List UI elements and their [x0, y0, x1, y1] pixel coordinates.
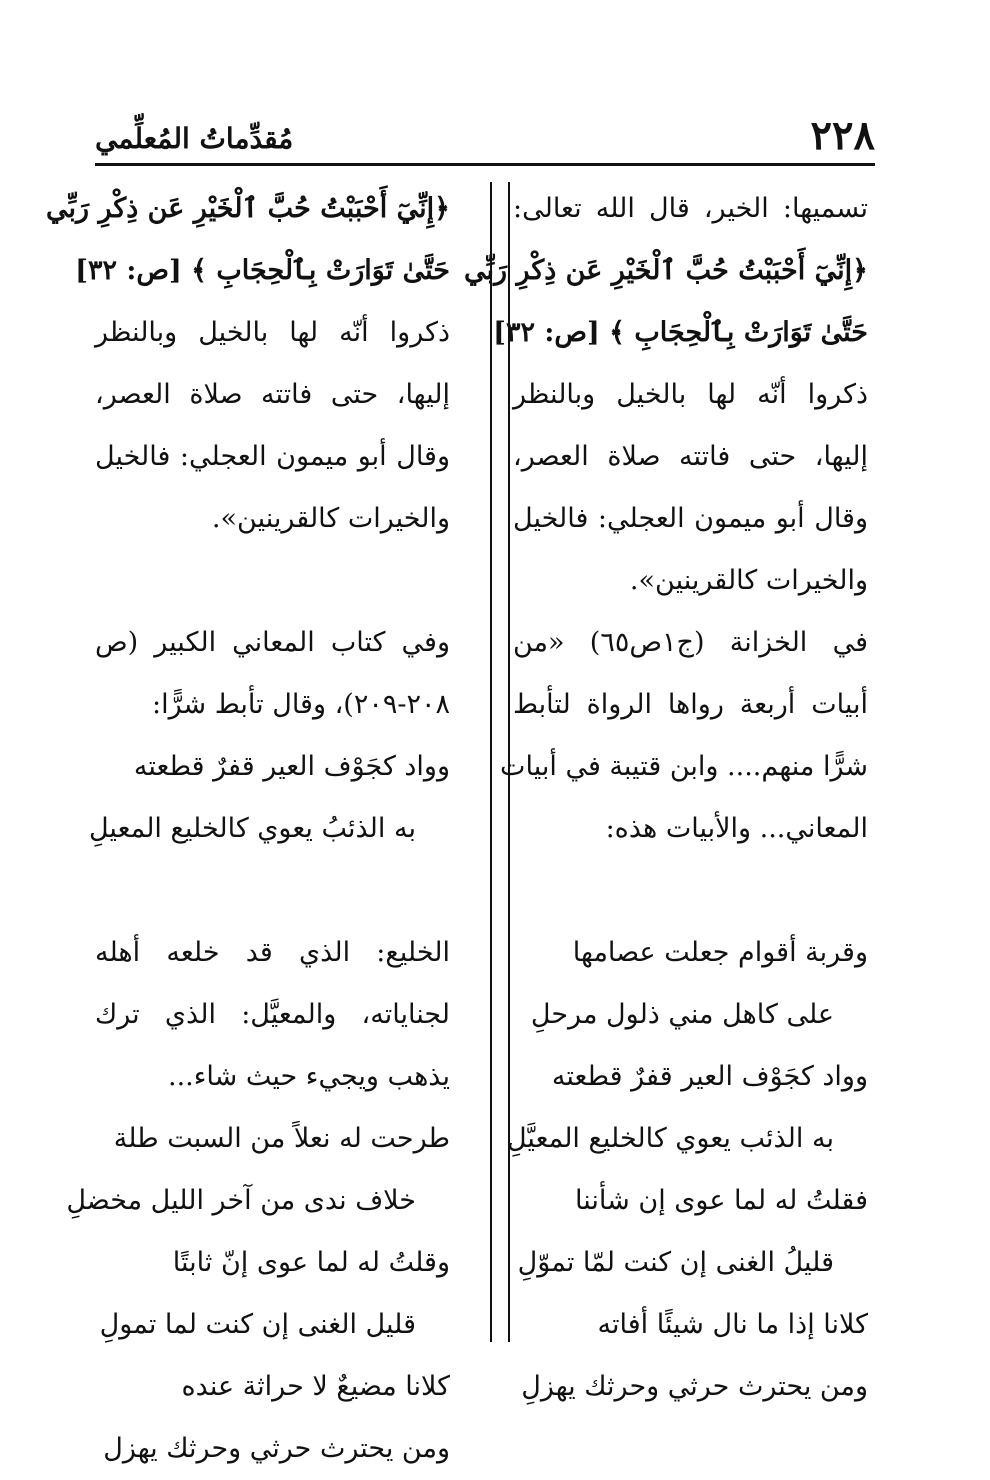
- text-line: لجناياته، والمعيَّل: الذي ترك: [95, 999, 450, 1030]
- left-column: [46, 178, 450, 1480]
- quran-verse-line: حَتَّىٰ تَوَارَتْ بِٱلْحِجَابِ ﴾ [ص: ٣٢]: [75, 255, 450, 286]
- text-line: المعاني... والأبيات هذه:: [605, 813, 868, 844]
- text-line: ذكروا أنّه لها بالخيل وبالنظر: [513, 379, 868, 410]
- blank-line: [95, 550, 450, 612]
- poem-line: وقربة أقوام جعلت عصامها: [572, 937, 868, 968]
- text-line: وقال أبو ميمون العجلي: فالخيل: [95, 441, 450, 472]
- blank-line: [513, 860, 868, 922]
- text-line: تسميها: الخير، قال الله تعالى:: [513, 193, 868, 224]
- poem-line: كلانا مضيعٌ لا حراثة عنده: [181, 1371, 450, 1402]
- text-line: والخيرات كالقرينين».: [211, 503, 450, 534]
- poem-line: على كاهل مني ذلول مرحلِ: [530, 999, 834, 1030]
- poem-line: فقلتُ له لما عوى إن شأننا: [575, 1185, 868, 1216]
- poem-line: به الذئب يعوي كالخليع المعيَّلِ: [506, 1123, 834, 1154]
- text-line: وقال أبو ميمون العجلي: فالخيل: [513, 503, 868, 534]
- page-header: [95, 108, 875, 164]
- text-line: في الخزانة (ج١ص٦٥) «من: [513, 627, 868, 658]
- text-line: إليها، حتى فاتته صلاة العصر،: [95, 379, 450, 410]
- quran-verse-line: ﴿إِنِّيٓ أَحْبَبْتُ حُبَّ ٱلْخَيْرِ عَن ذِكْرِ رَبِّي: [46, 193, 450, 224]
- poem-line: قليل الغنى إن كنت لما تمولِ: [99, 1309, 416, 1340]
- poem-line: به الذئبُ يعوي كالخليع المعيلِ: [88, 813, 416, 844]
- text-line: ذكروا أنّه لها بالخيل وبالنظر: [95, 317, 450, 348]
- poem-line: كلانا إذا ما نال شيئًا أفاته: [597, 1309, 868, 1340]
- poem-line: وقلتُ له لما عوى إنّ ثابتًا: [172, 1247, 450, 1278]
- poem-line: ومن يحترث حرثي وحرثك يهزل: [103, 1433, 450, 1464]
- quran-verse-line: ﴿إِنِّيٓ أَحْبَبْتُ حُبَّ ٱلْخَيْرِ عَن ذِكْرِ رَبِّي: [464, 255, 868, 286]
- poem-line: وواد كجَوْف العير قفرٌ قطعته: [133, 751, 450, 782]
- text-line: وفي كتاب المعاني الكبير (ص: [95, 627, 450, 658]
- text-line: أبيات أربعة رواها الرواة لتأبط: [513, 689, 868, 720]
- blank-line: [95, 860, 450, 922]
- header-rule: [95, 163, 875, 166]
- poem-line: خلاف ندى من آخر الليل مخضلِ: [66, 1185, 416, 1216]
- quran-verse-line: حَتَّىٰ تَوَارَتْ بِٱلْحِجَابِ ﴾ [ص: ٣٢]: [493, 317, 868, 348]
- column-divider: [490, 182, 492, 1342]
- poem-line: وواد كجَوْف العير قفرٌ قطعته: [551, 1061, 868, 1092]
- text-line: والخيرات كالقرينين».: [629, 565, 868, 596]
- page-number: ٢٢٨: [810, 112, 875, 159]
- poem-line: ومن يحترث حرثي وحرثك يهزلِ: [521, 1371, 868, 1402]
- text-line: شرًّا منهم.... وابن قتيبة في أبيات: [500, 751, 868, 782]
- text-line: ٢٠٨-٢٠٩)، وقال تأبط شرًّا:: [152, 689, 450, 720]
- right-column: [464, 178, 868, 1418]
- poem-line: طرحت له نعلاً من السبت طلة: [113, 1123, 450, 1154]
- text-line: الخليع: الذي قد خلعه أهله: [95, 937, 450, 968]
- running-title: مُقدِّماتُ المُعلِّمي: [95, 122, 294, 155]
- poem-line: قليلُ الغنى إن كنت لمّا تموّلِ: [517, 1247, 834, 1278]
- text-line: يذهب ويجيء حيث شاء...: [167, 1061, 450, 1092]
- text-line: إليها، حتى فاتته صلاة العصر،: [513, 441, 868, 472]
